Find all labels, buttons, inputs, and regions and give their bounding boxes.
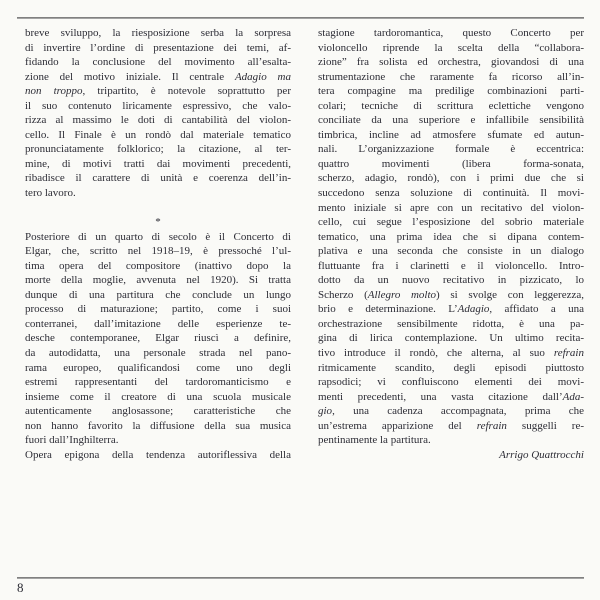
text-line (318, 201, 584, 216)
italic-text-run: Ada- (562, 390, 584, 403)
text-line (318, 375, 584, 390)
text-run: morte della moglie, avvenuta nel 1920). Si tratta (25, 274, 291, 287)
text-run: conciliate da una superiore e infallibile sensibilità (318, 114, 584, 127)
text-run: pentinamente la partitura. (318, 434, 431, 447)
text-line (25, 70, 291, 85)
text-line (25, 317, 291, 332)
text-run: * (155, 216, 161, 229)
text-run: da autodidatta, una personale strada nel pano- (25, 347, 291, 360)
text-run: tera compagine ma predilige combinazioni parti- (318, 85, 584, 98)
text-line (25, 230, 291, 245)
text-run: orchestrazione sensibilmente ridotta, è una pa- (318, 317, 584, 330)
text-run: fluttuante fra i clarinetti e il violoncello. Intro- (318, 259, 584, 272)
text-line (25, 186, 291, 201)
text-line (318, 302, 584, 317)
text-line (318, 186, 584, 201)
text-run: rapsodici; vi confluiscono elementi dei movi- (318, 376, 584, 389)
text-line (318, 331, 584, 346)
text-line (25, 433, 291, 448)
text-run: mento iniziale si apre con un recitativo del violon- (318, 201, 584, 214)
text-line (25, 113, 291, 128)
text-line (25, 26, 291, 41)
text-run: fuori dall’Inghilterra. (25, 434, 119, 447)
text-run: , tripartito, è notevole soprattutto per (82, 85, 291, 98)
text-run: Posteriore di un quarto di secolo è il Concerto di (25, 230, 291, 243)
italic-text-run: refrain (476, 419, 507, 432)
text-run: nali. L’organizzazione formale è eccentrica: (318, 143, 584, 156)
text-line (25, 84, 291, 99)
text-line (318, 230, 584, 245)
text-line (25, 375, 291, 390)
text-run: tematico, una prima idea che si dipana contem- (318, 230, 584, 243)
text-line (318, 157, 584, 172)
text-run: zione del motivo iniziale. Il centrale (25, 70, 235, 83)
text-line (318, 448, 584, 463)
text-line (318, 99, 584, 114)
text-run: rizza al massimo le doti di cantabilità del violon- (25, 114, 291, 127)
text-run: non hanno favorito la diffusione della sua musica (25, 419, 291, 432)
text-run: timbrica, incline ad atmosfere sfumate ed autun- (318, 128, 584, 141)
text-line (25, 390, 291, 405)
text-line (318, 288, 584, 303)
text-line (25, 128, 291, 143)
text-run: Opera epigona della tendenza autoriflessiva della (25, 448, 291, 461)
text-line (318, 41, 584, 56)
text-run: Scherzo ( (318, 288, 368, 301)
text-run: insieme come il creatore di una scuola musicale (25, 390, 291, 403)
text-run: ) si svolge con leggerezza, (436, 288, 584, 301)
text-line (318, 419, 584, 434)
text-run: ritmicamente scandito, degli episodi piuttosto (318, 361, 584, 374)
text-run: ribadisce il carattere di unità e coerenza dell’in- (25, 172, 291, 185)
text-run: di invertire l’ordine di presentazione dei temi, af- (25, 41, 291, 54)
text-run: quattro movimenti (libera forma-sonata, (318, 157, 584, 170)
text-run: cello. Il Finale è un rondò dal materiale tematico (25, 128, 291, 141)
text-line (25, 171, 291, 186)
text-line (25, 244, 291, 259)
italic-text-run: non troppo (25, 85, 83, 98)
text-run: stagione tardoromantica, questo Concerto per (318, 27, 584, 39)
text-line (25, 41, 291, 56)
text-run: zione” fra solista ed orchestra, giovandosi di una (318, 56, 584, 69)
text-line (25, 419, 291, 434)
text-line (318, 273, 584, 288)
text-run: Elgar, che, scritto nel 1918–19, è pressoché l’ul- (25, 245, 291, 258)
bottom-rule (17, 577, 584, 579)
text-run: , affidato a una (489, 303, 584, 316)
text-line (318, 113, 584, 128)
text-run: autenticamente anglosassone; caratteristiche che (25, 405, 291, 418)
text-run: tero lavoro. (25, 187, 76, 200)
text-run: tivo introduce il rondò, che alterna, al suo (318, 347, 554, 360)
text-line (25, 157, 291, 172)
italic-text-run: Allegro molto (367, 288, 437, 301)
text-run: breve sviluppo, la riesposizione serba la sorpresa (25, 27, 291, 39)
text-run: plativa e una seconda che consiste in un dialogo (318, 245, 584, 258)
text-line (318, 84, 584, 99)
text-line (25, 215, 291, 230)
text-run: suggelli re- (506, 419, 585, 432)
text-line (25, 448, 291, 463)
text-line (25, 404, 291, 419)
text-line (25, 361, 291, 376)
text-line (318, 259, 584, 274)
text-line (318, 346, 584, 361)
text-run: cello, cui segue l’esposizione del sobrio materiale (318, 216, 584, 229)
text-run: , una cadenza accompagnata, prima che (332, 405, 584, 418)
text-run: tima opera del compositore (inattivo dopo la (25, 259, 291, 272)
text-line (318, 433, 584, 448)
text-line (318, 128, 584, 143)
text-line (318, 361, 584, 376)
text-run: gina di lirica contemplazione. Un ultimo recita- (318, 332, 584, 345)
italic-text-run: gio (318, 405, 333, 418)
text-line (318, 404, 584, 419)
text-line (318, 317, 584, 332)
text-run: brio e determinazione. L’ (318, 303, 458, 316)
top-rule (17, 17, 584, 19)
text-line (318, 142, 584, 157)
text-run: conterranei, dall’imitazione delle esperienze te- (25, 317, 291, 330)
text-line (318, 70, 584, 85)
text-line (25, 302, 291, 317)
right-text-column (318, 26, 584, 462)
text-line (318, 26, 584, 41)
text-line (25, 288, 291, 303)
text-line (318, 171, 584, 186)
italic-text-run: Adagio ma (234, 70, 291, 83)
text-line (25, 142, 291, 157)
text-line (318, 390, 584, 405)
text-line (25, 99, 291, 114)
text-run: fidando la conclusione del movimento all’esalta- (25, 56, 291, 69)
text-run: dunque di una partitura che conclude un lungo (25, 288, 291, 301)
text-line (25, 55, 291, 70)
text-run: dotto da un nuovo recitativo in pizzicato, lo (318, 274, 584, 287)
text-line (25, 259, 291, 274)
text-run: il suo contenuto liricamente espressivo, che valo- (25, 99, 291, 112)
italic-text-run: Adagio (457, 303, 490, 316)
text-run: succedono senza soluzione di continuità. Il movi- (318, 187, 584, 200)
text-run: pronunciatamente folklorico; la citazione, al ter- (25, 143, 291, 156)
text-run: violoncello riprende la scelta della “collabora- (318, 41, 584, 54)
italic-text-run: Arrigo Quattrocchi (499, 448, 584, 461)
page-number: 8 (17, 580, 24, 595)
text-line (318, 55, 584, 70)
left-text-column (25, 26, 291, 462)
text-run: scherzo, adagio, rondò), con i primi due che si (318, 172, 584, 185)
text-run: colari; tecniche di scrittura eclettiche vengono (318, 99, 584, 112)
text-run: menti precedenti, una vasta citazione dall’ (318, 390, 563, 403)
italic-text-run: refrain (553, 347, 584, 360)
text-line (25, 331, 291, 346)
text-run: rama europeo, qualificandosi come uno degli (25, 361, 291, 374)
text-run: estremi rappresentanti del tardoromanticismo e (25, 376, 291, 389)
blank-line (25, 201, 291, 216)
text-run: strumentazione che raramente fa ricorso all’in- (318, 70, 584, 83)
text-run: un’estrema apparizione del (318, 419, 477, 432)
text-line (25, 346, 291, 361)
text-line (318, 244, 584, 259)
text-line (318, 215, 584, 230)
text-run: mine, di motivi tratti dai movimenti precedenti, (25, 157, 291, 170)
text-line (25, 273, 291, 288)
text-run: desche contemporanee, Elgar riuscì a definire, (25, 332, 291, 345)
text-run: processo di maturazione; partito, come i suoi (25, 303, 291, 316)
